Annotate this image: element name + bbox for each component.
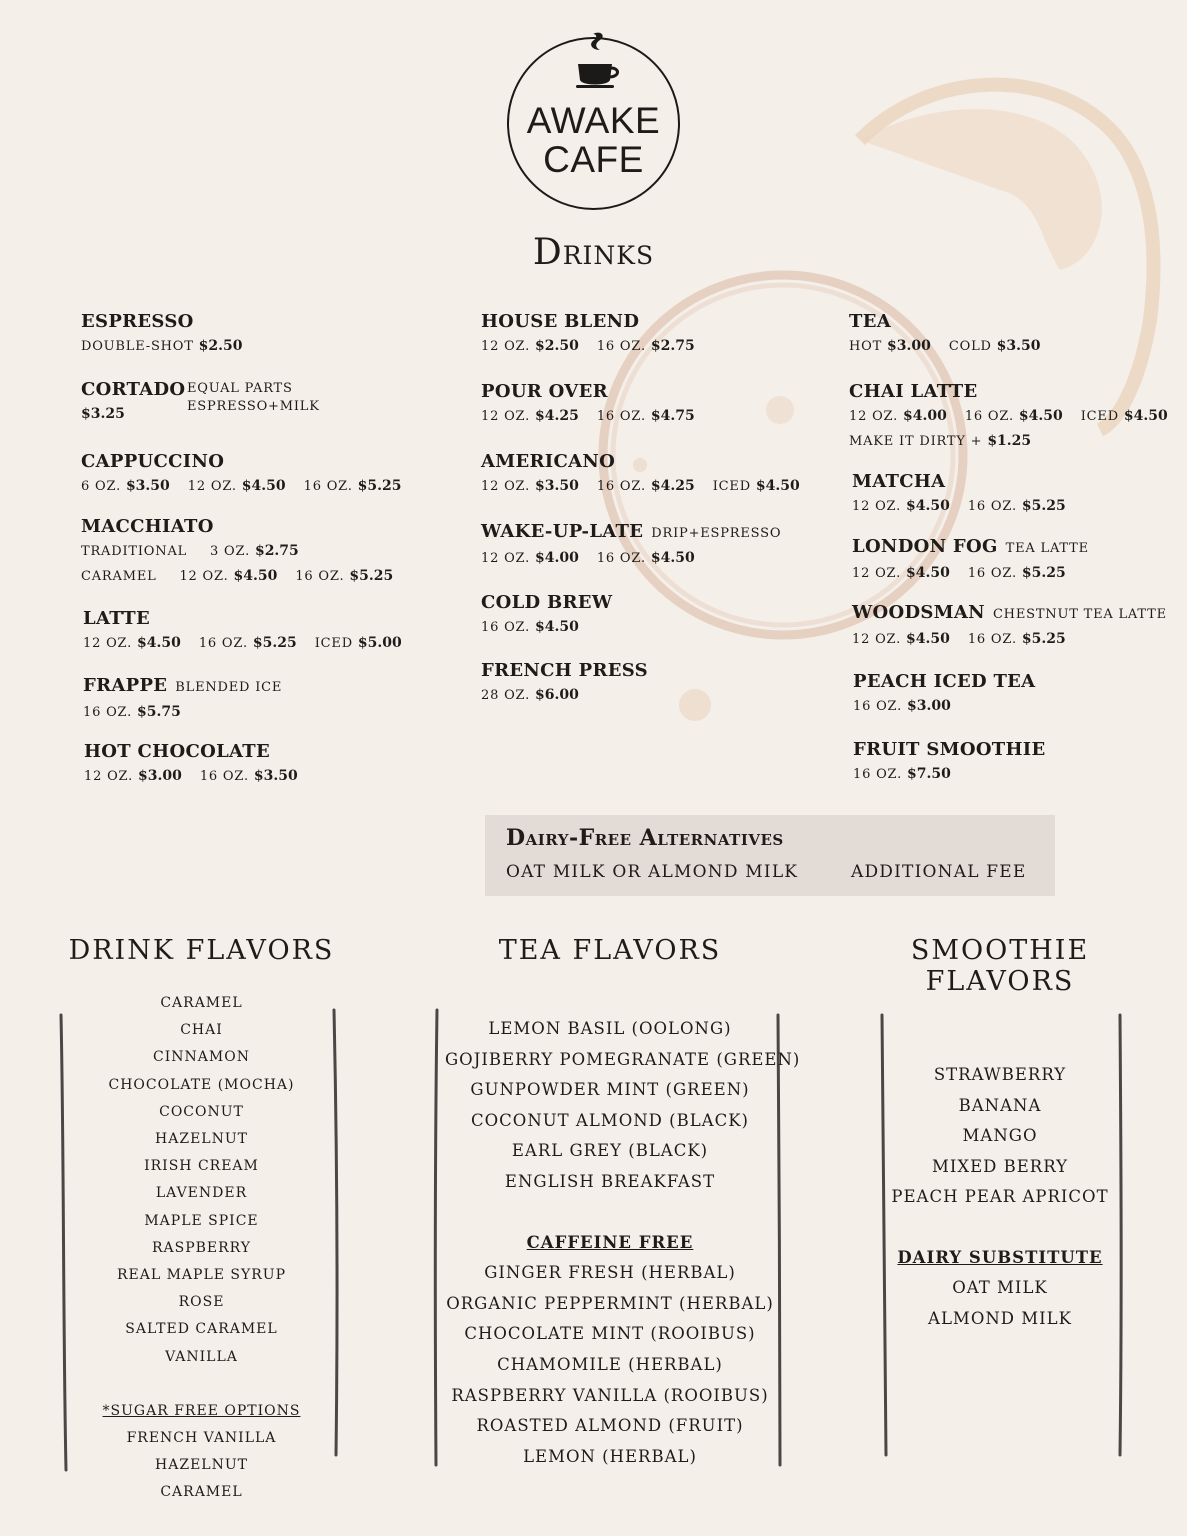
size-label: 16 OZ. (481, 620, 531, 635)
drink-flavors-heading: DRINK FLAVORS (68, 935, 335, 966)
menu-item (849, 380, 1168, 454)
caffeine-free-item: ROASTED ALMOND (FRUIT) (476, 1416, 744, 1436)
menu-item-title: HOT CHOCOLATE (84, 741, 271, 762)
menu-item-name (83, 674, 282, 700)
caffeine-free-item: CHOCOLATE MINT (ROOIBUS) (464, 1324, 756, 1344)
size-label: 12 OZ. (849, 409, 899, 424)
price-line (481, 683, 648, 708)
size-label: 16 OZ. (596, 479, 646, 494)
price: $4.50 (650, 550, 695, 566)
tea-flavors-heading: TEA FLAVORS (498, 935, 722, 966)
menu-item-title: ESPRESSO (81, 311, 194, 332)
price-line (481, 404, 695, 429)
smoothie-flavors-heading: SMOOTHIE FLAVORS (910, 935, 1090, 997)
price: $4.25 (535, 408, 579, 424)
size-label: 12 OZ. (852, 632, 902, 647)
dairy-free-fee: ADDITIONAL FEE (851, 862, 1027, 882)
menu-item-title: CAPPUCCINO (81, 451, 225, 472)
caffeine-free-item: RASPBERRY VANILLA (ROOIBUS) (451, 1385, 769, 1405)
menu-item-title: MACCHIATO (81, 516, 214, 537)
drink-flavor-item: REAL MAPLE SYRUP (116, 1267, 287, 1284)
price: $5.25 (1021, 565, 1066, 581)
price-line (849, 334, 1041, 359)
sugar-free-heading: *SUGAR FREE OPTIONS (102, 1402, 301, 1419)
price: $4.50 (137, 635, 181, 651)
price-line (81, 474, 402, 499)
smoothie-flavor-item: MIXED BERRY (931, 1156, 1069, 1176)
price: $3.50 (253, 768, 298, 784)
size-label: 16 OZ. (967, 499, 1017, 514)
menu-item-name (852, 535, 1089, 561)
tea-flavors-list (445, 1014, 801, 1472)
divider-line (55, 1005, 75, 1485)
menu-item-title: AMERICANO (481, 451, 616, 472)
menu-item-title: HOUSE BLEND (481, 311, 640, 332)
menu-item (852, 470, 1066, 519)
size-label: 16 OZ. (964, 409, 1014, 424)
menu-item (849, 310, 1041, 359)
divider-line (427, 1000, 447, 1480)
size-label: 12 OZ. (179, 569, 229, 584)
price-line (481, 474, 800, 499)
drink-flavor-item: RASPBERRY (151, 1239, 252, 1256)
menu-item-title: PEACH ICED TEA (853, 671, 1036, 692)
caffeine-free-item: CHAMOMILE (HERBAL) (497, 1354, 723, 1374)
price: $6.00 (535, 687, 579, 703)
price: $5.00 (357, 635, 402, 651)
price: $4.50 (233, 568, 278, 584)
price: $5.25 (349, 568, 394, 584)
smoothie-flavor-item: STRAWBERRY (933, 1065, 1067, 1084)
smoothie-flavor-item: MANGO (962, 1126, 1038, 1145)
dairy-free-box (485, 815, 1055, 896)
price: $4.00 (903, 408, 947, 424)
menu-item (481, 520, 781, 571)
price: $4.50 (1123, 408, 1168, 424)
price-line (852, 561, 1089, 586)
size-label: 12 OZ. (481, 409, 531, 424)
price-line (849, 404, 1168, 429)
size-label: COLD (948, 339, 992, 354)
menu-item-title: FRUIT SMOOTHIE (853, 739, 1046, 760)
price: $2.75 (254, 543, 299, 559)
price-line (81, 402, 185, 427)
price: $4.75 (650, 408, 695, 424)
price: $4.50 (906, 565, 950, 581)
price: $4.50 (535, 619, 579, 635)
menu-item (481, 659, 648, 708)
tea-flavor-item: ENGLISH BREAKFAST (504, 1171, 716, 1191)
price-line (852, 494, 1066, 519)
size-label: 6 OZ. (81, 479, 121, 494)
price: $3.50 (996, 338, 1041, 354)
drink-flavor-item: CHAI (180, 1022, 223, 1039)
size-label: 16 OZ. (853, 699, 903, 714)
smoothie-flavors-list (885, 1060, 1115, 1334)
size-label: 12 OZ. (83, 636, 133, 651)
tea-flavor-item: GUNPOWDER MINT (GREEN) (470, 1080, 750, 1100)
dairy-substitute-heading: DAIRY SUBSTITUTE (897, 1247, 1103, 1267)
price: $3.00 (907, 698, 951, 714)
size-label: 3 OZ. (210, 544, 251, 559)
menu-item-name (81, 378, 185, 402)
price-line (83, 700, 282, 725)
price: $2.50 (198, 338, 243, 354)
menu-item (81, 515, 393, 589)
drink-flavor-item: ROSE (178, 1294, 225, 1311)
menu-item-name (853, 738, 1046, 762)
size-label: DOUBLE-SHOT (81, 339, 194, 354)
menu-item-note-line: EQUAL PARTS (187, 381, 293, 396)
price: $4.50 (906, 631, 950, 647)
price-line (849, 429, 1168, 454)
size-label: 12 OZ. (852, 499, 902, 514)
size-label: 16 OZ. (295, 569, 345, 584)
menu-item-name (852, 470, 1066, 494)
drink-flavors-list (80, 990, 323, 1507)
drink-flavor-item: MAPLE SPICE (144, 1212, 259, 1229)
menu-item-name (853, 670, 1035, 694)
menu-item-note-line: ESPRESSO+MILK (187, 399, 320, 414)
size-label: 16 OZ. (83, 705, 133, 720)
price: $3.50 (125, 478, 170, 494)
menu-item-note: CHESTNUT TEA LATTE (992, 607, 1167, 622)
menu-item-title: WAKE-UP-LATE (481, 521, 644, 542)
dairy-substitute-item: OAT MILK (952, 1278, 1048, 1297)
menu-item (83, 674, 282, 725)
price: $5.25 (1021, 498, 1066, 514)
menu-item-title: MATCHA (852, 471, 946, 492)
price: $2.75 (650, 338, 695, 354)
price: $4.50 (1018, 408, 1063, 424)
price: $4.25 (650, 478, 695, 494)
menu-item-title: CORTADO (81, 379, 186, 400)
size-label: 16 OZ. (596, 409, 646, 424)
size-label: 16 OZ. (303, 479, 353, 494)
menu-item-title: FRENCH PRESS (481, 660, 648, 681)
menu-item-title: COLD BREW (481, 592, 613, 613)
price: $3.50 (535, 478, 579, 494)
size-label: 28 OZ. (481, 688, 531, 703)
menu-item (81, 310, 243, 359)
price: $3.00 (887, 338, 931, 354)
menu-item (481, 591, 612, 640)
menu-item (81, 450, 402, 499)
size-label: 12 OZ. (481, 551, 531, 566)
caffeine-free-item: GINGER FRESH (HERBAL) (484, 1263, 736, 1283)
size-label: 16 OZ. (853, 767, 903, 782)
menu-item-title: CHAI LATTE (849, 381, 978, 402)
tea-flavor-item: COCONUT ALMOND (BLACK) (471, 1110, 749, 1130)
price: $1.25 (987, 433, 1032, 449)
price: $4.50 (241, 478, 286, 494)
menu-item-note-block (187, 380, 320, 416)
tea-flavor-item: GOJIBERRY POMEGRANATE (GREEN) (445, 1049, 801, 1069)
size-label: 12 OZ. (187, 479, 237, 494)
size-label: 12 OZ. (84, 769, 134, 784)
menu-item-note: BLENDED ICE (175, 680, 283, 695)
price-line (481, 546, 781, 571)
smoothie-flavor-item: BANANA (958, 1095, 1042, 1115)
menu-item-name (481, 450, 800, 474)
drink-flavor-item: IRISH CREAM (144, 1158, 259, 1175)
logo-line-1: AWAKE (526, 100, 661, 141)
price: $3.25 (81, 406, 125, 422)
price-line (81, 539, 393, 564)
sugar-free-item: CARAMEL (160, 1484, 243, 1501)
size-label: ICED (314, 636, 353, 651)
size-label: 12 OZ. (481, 339, 531, 354)
price: $4.00 (535, 550, 579, 566)
price: $4.50 (755, 478, 800, 494)
size-label: 16 OZ. (199, 769, 249, 784)
size-label: MAKE IT DIRTY + (849, 434, 983, 449)
price-line (83, 631, 402, 656)
price: $5.25 (1021, 631, 1066, 647)
menu-item-title: FRAPPE (83, 675, 168, 696)
menu-item-name (84, 740, 298, 764)
dairy-substitute-item: ALMOND MILK (928, 1308, 1072, 1328)
price: $7.50 (907, 766, 951, 782)
caffeine-free-heading: CAFFEINE FREE (526, 1232, 694, 1252)
size-label: CARAMEL (81, 569, 157, 584)
menu-item (481, 380, 695, 429)
price: $5.75 (137, 704, 181, 720)
size-label: 16 OZ. (967, 632, 1017, 647)
caffeine-free-item: ORGANIC PEPPERMINT (HERBAL) (446, 1293, 774, 1313)
menu-item (481, 450, 800, 499)
price: $4.50 (906, 498, 950, 514)
drink-flavor-item: HAZELNUT (155, 1131, 248, 1148)
menu-item-title: TEA (849, 311, 891, 332)
size-label: 12 OZ. (481, 479, 531, 494)
menu-item (853, 738, 1046, 787)
tea-flavor-item: EARL GREY (BLACK) (511, 1141, 709, 1161)
menu-item-title: WOODSMAN (852, 602, 985, 623)
price-line (84, 764, 298, 789)
menu-item (481, 310, 695, 359)
price: $5.25 (357, 478, 402, 494)
price-line (853, 762, 1046, 787)
menu-item-name (481, 520, 781, 546)
menu-item-name (852, 601, 1167, 627)
price-line (852, 627, 1167, 652)
smoothie-flavor-item: PEACH PEAR APRICOT (891, 1187, 1109, 1206)
menu-item-note: DRIP+ESPRESSO (651, 526, 782, 541)
divider-line (325, 1000, 345, 1470)
sugar-free-item: HAZELNUT (155, 1457, 248, 1474)
drink-flavor-item: SALTED CARAMEL (125, 1321, 278, 1338)
menu-item-title: LONDON FOG (852, 536, 998, 557)
menu-item-name (81, 515, 393, 539)
size-label: 16 OZ. (967, 566, 1017, 581)
caffeine-free-item: LEMON (HERBAL) (523, 1446, 697, 1466)
drink-flavor-item: LAVENDER (155, 1185, 248, 1202)
price-line (81, 564, 393, 589)
price: $2.50 (535, 338, 579, 354)
price-line (853, 694, 1035, 719)
menu-item-name (481, 310, 695, 334)
dairy-free-options: OAT MILK OR ALMOND MILK (506, 862, 799, 882)
menu-item (852, 535, 1089, 586)
menu-item (853, 670, 1035, 719)
menu-item-name (83, 607, 402, 631)
menu-item (852, 601, 1167, 652)
size-label: 12 OZ. (852, 566, 902, 581)
price-line (481, 334, 695, 359)
menu-item-name (849, 380, 1168, 404)
menu-item-note: TEA LATTE (1005, 541, 1089, 556)
menu-item-name (481, 380, 695, 404)
drink-flavor-item: COCONUT (159, 1103, 244, 1120)
tea-flavor-item: LEMON BASIL (OOLONG) (488, 1019, 732, 1038)
menu-item-name (481, 659, 648, 683)
price-line (81, 334, 243, 359)
price: $5.25 (252, 635, 297, 651)
page-title: Drinks (532, 232, 655, 273)
size-label: TRADITIONAL (81, 544, 188, 559)
price-line (481, 615, 612, 640)
size-label: 16 OZ. (596, 551, 646, 566)
menu-item-title: POUR OVER (481, 381, 608, 402)
drink-flavor-item: CARAMEL (160, 995, 243, 1011)
size-label: ICED (1080, 409, 1119, 424)
dairy-free-title: Dairy-Free Alternatives (506, 825, 784, 851)
menu-item-name (849, 310, 1041, 334)
size-label: 16 OZ. (596, 339, 646, 354)
cafe-logo (507, 37, 680, 210)
size-label: 16 OZ. (198, 636, 248, 651)
price: $3.00 (138, 768, 182, 784)
size-label: ICED (712, 479, 751, 494)
sugar-free-item: FRENCH VANILLA (126, 1430, 277, 1447)
drink-flavor-item: CINNAMON (153, 1049, 250, 1066)
logo-line-2: CAFE (543, 139, 644, 180)
menu-item (81, 378, 320, 427)
menu-item-name (481, 591, 612, 615)
size-label: HOT (849, 339, 883, 354)
drink-flavor-item: VANILLA (165, 1348, 238, 1365)
menu-item (83, 607, 402, 656)
drink-flavor-item: CHOCOLATE (MOCHA) (108, 1076, 295, 1093)
menu-item-title: LATTE (83, 608, 151, 629)
menu-item (84, 740, 298, 789)
menu-item-name (81, 450, 402, 474)
menu-item-name (81, 310, 243, 334)
